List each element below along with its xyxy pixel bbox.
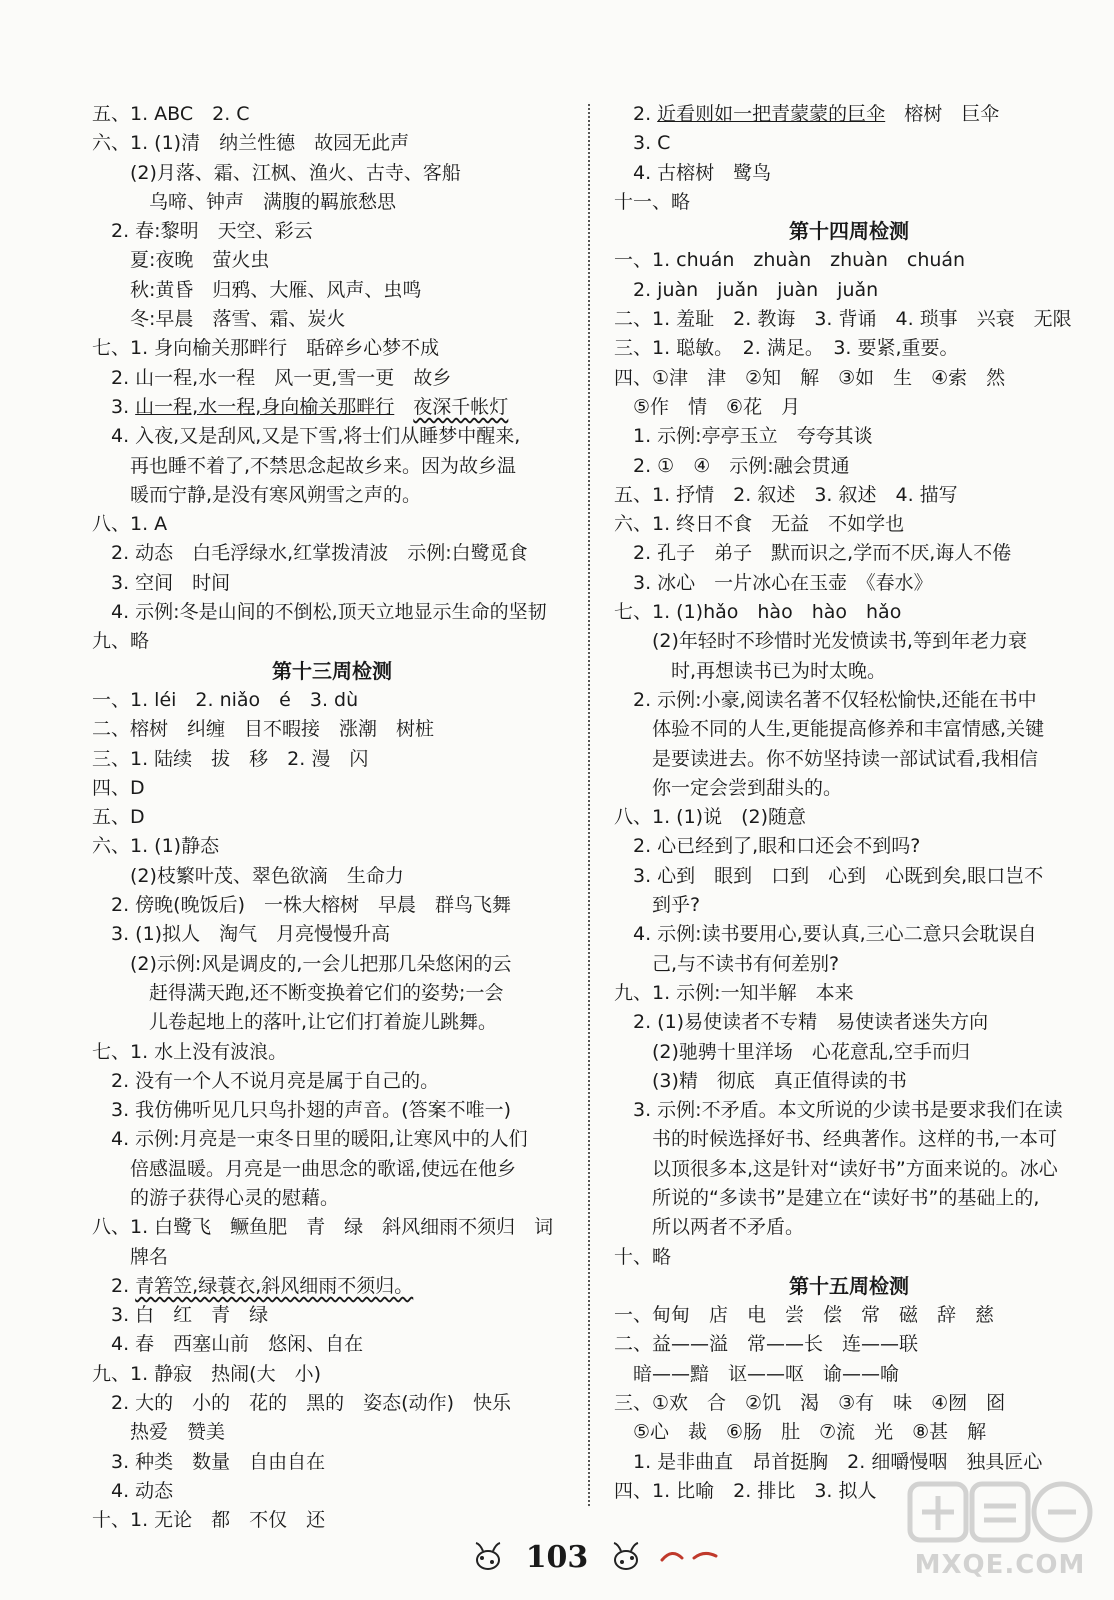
answer-line: 2. ① ④ 示例:融会贯通 [614, 454, 850, 477]
answer-line: 夏:夜晚 萤火虫 [92, 249, 270, 272]
answer-line: 牌名 [92, 1245, 169, 1268]
answer-line: 1. 示例:亭亭玉立 夸夸其谈 [614, 425, 873, 448]
page-number: 103 [525, 1540, 589, 1575]
column-divider [588, 104, 590, 1506]
answer-line: 2. juàn juǎn juàn juǎn [614, 278, 879, 301]
answer-line: 3. 示例:不矛盾。本文所说的少读书是要求我们在读 [614, 1099, 1063, 1122]
answer-line: 2. (1)易使读者不专精 易使读者迷失方向 [614, 1011, 989, 1034]
answer-line: 2. 山一程,水一程 风一更,雪一更 故乡 [92, 366, 452, 389]
answer-line: 八、1. (1)说 (2)随意 [614, 806, 806, 829]
answer-line: 八、1. A [92, 513, 168, 536]
answer-line: 书的时候选择好书、经典著作。这样的书,一本可 [614, 1128, 1058, 1151]
answer-line: 六、1. 终日不食 无益 不如学也 [614, 513, 905, 536]
watermark-text: MXQE.COM [914, 1550, 1086, 1580]
answer-line: 2. 傍晚(晚饭后) 一株大榕树 早晨 群鸟飞舞 [92, 894, 511, 917]
answer-line: 所说的“多读书”是建立在“读好书”的基础上的, [614, 1186, 1040, 1209]
answer-line: 九、略 [92, 630, 150, 653]
answer-line: 3. (1)拟人 淘气 月亮慢慢升高 [92, 923, 391, 946]
answer-line: 4. 示例:冬是山间的不倒松,顶天立地显示生命的坚韧 [92, 601, 547, 624]
answer-line: 体验不同的人生,更能提高修养和丰富情感,关键 [614, 718, 1045, 741]
answer-line: 热爱 赞美 [92, 1421, 226, 1444]
answer-line: 4. 春 西塞山前 悠闲、自在 [92, 1333, 364, 1356]
answer-line: 暖而宁静,是没有寒风朔雪之声的。 [92, 483, 422, 506]
section-heading: 第十五周检测 [789, 1273, 909, 1298]
bug-ornament-icon [470, 1540, 506, 1574]
answer-line: 3. 我仿佛听见几只鸟扑翅的声音。(答案不唯一) [92, 1099, 511, 1122]
answer-line: 所以两者不矛盾。 [614, 1216, 805, 1239]
flourish-ornament-icon [660, 1546, 730, 1566]
left-answer-column [92, 100, 572, 1536]
answer-line: 1. 是非曲直 昂首挺胸 2. 细嚼慢咽 独具匠心 [614, 1450, 1043, 1473]
answer-line: 二、益——溢 常——长 连——联 [614, 1333, 919, 1356]
answer-line: 2. 近看则如一把青蒙蒙的巨伞 榕树 巨伞 [614, 103, 1000, 125]
answer-line: (2)驰骋十里洋场 心花意乱,空手而归 [614, 1040, 970, 1063]
answer-line: 暗——黯 讴——呕 谕——喻 [614, 1362, 900, 1385]
section-heading: 第十四周检测 [789, 219, 909, 244]
section-heading: 第十三周检测 [272, 658, 392, 683]
answer-line: 3. 冰心 一片冰心在玉壶 《春水》 [614, 571, 933, 594]
answer-line: (2)枝繁叶茂、翠色欲滴 生命力 [92, 864, 404, 887]
answer-line: 十、1. 无论 都 不仅 还 [92, 1509, 326, 1532]
answer-line: 3. 山一程,水一程,身向榆关那畔行 夜深千帐灯 [92, 395, 509, 418]
answer-line: (2)月落、霜、江枫、渔火、古寺、客船 [92, 161, 461, 184]
answer-line: 2. 心已经到了,眼和口还会不到吗? [614, 835, 921, 858]
answer-line: 到乎? [614, 894, 701, 917]
answer-line: 六、1. (1)静态 [92, 835, 220, 858]
answer-line: 七、1. 水上没有波浪。 [92, 1040, 288, 1063]
answer-line: 2. 动态 白毛浮绿水,红掌拨清波 示例:白鹭觅食 [92, 542, 528, 565]
answer-line: 乌啼、钟声 满腹的羁旅愁思 [92, 190, 397, 213]
watermark [900, 1476, 1100, 1588]
answer-line: 八、1. 白鹭飞 鳜鱼肥 青 绿 斜风细雨不须归 词 [92, 1216, 554, 1239]
answer-line: 3. 种类 数量 自由自在 [92, 1450, 326, 1473]
answer-line: 四、D [92, 776, 145, 799]
answer-line: 你一定会尝到甜头的。 [614, 776, 843, 799]
answer-line: 六、1. (1)清 纳兰性德 故园无此声 [92, 132, 410, 155]
answer-line: 4. 示例:月亮是一束冬日里的暖阳,让寒风中的人们 [92, 1128, 528, 1151]
answer-line: 一、1. léi 2. niǎo é 3. dù [92, 688, 359, 711]
answer-line: 2. 春:黎明 天空、彩云 [92, 220, 313, 243]
answer-line: 冬:早晨 落雪、霜、炭火 [92, 308, 346, 331]
answer-line: 3. 心到 眼到 口到 心到 心既到矣,眼口岂不 [614, 864, 1044, 887]
answer-line: 十、略 [614, 1245, 672, 1268]
answer-line: 一、甸甸 店 电 尝 偿 常 磁 辞 慈 [614, 1304, 995, 1327]
answer-line: ⑤作 情 ⑥花 月 [614, 395, 801, 418]
answer-line: 一、1. chuán zhuàn zhuàn chuán [614, 249, 966, 272]
answer-line: 五、1. 抒情 2. 叙述 3. 叙述 4. 描写 [614, 483, 958, 506]
answer-line: 2. 示例:小豪,阅读名著不仅轻松愉快,还能在书中 [614, 688, 1037, 711]
answer-line: 再也睡不着了,不禁思念起故乡来。因为故乡温 [92, 454, 517, 477]
answer-line: 己,与不读书有何差别? [614, 952, 840, 975]
answer-line: 3. 空间 时间 [92, 571, 231, 594]
answer-line: 2. 大的 小的 花的 黑的 姿态(动作) 快乐 [92, 1392, 511, 1415]
answer-line: 3. C [614, 132, 671, 155]
answer-line: (2)年轻时不珍惜时光发愤读书,等到年老力衰 [614, 630, 1027, 653]
answer-line: 二、1. 羞耻 2. 教诲 3. 背诵 4. 琐事 兴衰 无限 [614, 308, 1072, 331]
answer-line: 七、1. (1)hǎo hào hào hǎo [614, 601, 902, 624]
answer-line: 九、1. 示例:一知半解 本来 [614, 981, 854, 1004]
answer-line: 四、1. 比喻 2. 排比 3. 拟人 [614, 1479, 877, 1502]
answer-line: 五、1. ABC 2. C [92, 103, 250, 125]
answer-line: 2. 青箬笠,绿蓑衣,斜风细雨不须归。 [92, 1274, 414, 1297]
answer-line: (2)示例:风是调皮的,一会儿把那几朵悠闲的云 [92, 952, 512, 975]
answer-line: 倍感温暖。月亮是一曲思念的歌谣,使远在他乡 [92, 1157, 517, 1180]
answer-line: 秋:黄昏 归鸦、大雁、风声、虫鸣 [92, 278, 422, 301]
answer-line: 4. 动态 [92, 1479, 174, 1502]
answer-line: ⑤心 裁 ⑥肠 肚 ⑦流 光 ⑧甚 解 [614, 1421, 987, 1444]
answer-line: 二、榕树 纠缠 目不暇接 涨潮 树桩 [92, 718, 435, 741]
answer-line: 是要读进去。你不妨坚持读一部试试看,我相信 [614, 747, 1039, 770]
answer-line: 赶得满天跑,还不断变换着它们的姿势;一会 [92, 981, 504, 1004]
answer-line: 以顶很多本,这是针对“读好书”方面来说的。冰心 [614, 1157, 1058, 1180]
answer-line: 三、1. 陆续 拔 移 2. 漫 闪 [92, 747, 369, 770]
answer-line: 十一、略 [614, 190, 691, 213]
answer-line: 九、1. 静寂 热闹(大 小) [92, 1362, 321, 1385]
answer-line: (3)精 彻底 真正值得读的书 [614, 1069, 907, 1092]
bug-ornament-icon [608, 1540, 644, 1574]
right-answer-column [614, 100, 1084, 1506]
answer-line: 4. 入夜,又是刮风,又是下雪,将士们从睡梦中醒来, [92, 425, 521, 448]
answer-line: 2. 孔子 弟子 默而识之,学而不厌,诲人不倦 [614, 542, 1012, 565]
answer-line: 2. 没有一个人不说月亮是属于自己的。 [92, 1069, 440, 1092]
answer-line: 五、D [92, 806, 145, 829]
answer-line: 儿卷起地上的落叶,让它们打着旋儿跳舞。 [92, 1011, 498, 1034]
answer-line: 4. 古榕树 鹭鸟 [614, 161, 772, 184]
answer-line: 三、1. 聪敏。 2. 满足。 3. 要紧,重要。 [614, 337, 959, 360]
answer-line: 3. 白 红 青 绿 [92, 1304, 269, 1327]
answer-line: 四、①津 津 ②知 解 ③如 生 ④索 然 [614, 366, 1006, 389]
answer-line: 的游子获得心灵的慰藉。 [92, 1186, 340, 1209]
answer-line: 三、①欢 合 ②饥 渴 ③有 味 ④囫 囵 [614, 1392, 1006, 1415]
answer-line: 4. 示例:读书要用心,要认真,三心二意只会耽误自 [614, 923, 1037, 946]
watermark-logo-icon [900, 1476, 1100, 1556]
answer-line: 七、1. 身向榆关那畔行 聒碎乡心梦不成 [92, 337, 440, 360]
answer-line: 时,再想读书已为时太晚。 [614, 659, 887, 682]
